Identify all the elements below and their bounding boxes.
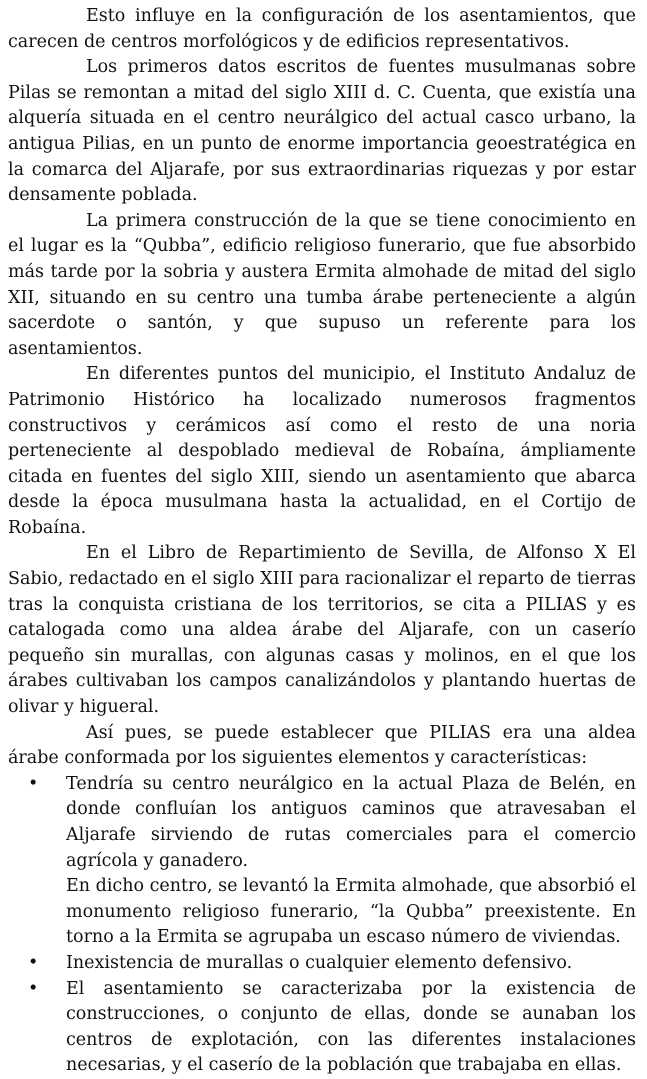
bullet-icon: • — [28, 952, 39, 973]
paragraph-patrimonio: En diferentes puntos del municipio, el Instituto Andaluz de Patrimonio Histórico ha localizado numerosos fragmentos constructivos y cerámicos así como el resto de una noria perteneciente al despoblado medieval de Robaína, ámpliamente citada en fuentes del siglo XIII, siendo un asentamiento que abarca desde la época musulmana hasta la actualidad, en el Cortijo de Robaína. — [8, 364, 636, 538]
bullet-icon: • — [28, 773, 39, 794]
characteristics-list — [8, 772, 636, 1079]
list-item — [8, 977, 636, 1079]
list-item — [8, 951, 636, 977]
paragraph-pilias: Así pues, se puede establecer que PILIAS era una aldea árabe conformada por los siguientes elementos y características: — [8, 722, 636, 769]
bullet-icon: • — [28, 978, 39, 999]
paragraph-intro: Esto influye en la configuración de los asentamientos, que carecen de centros morfológicos y de edificios representativos. — [8, 6, 636, 52]
list-item-extra: En dicho centro, se levantó la Ermita almohade, que absorbió el monumento religioso funerario, “la Qubba” preexistente. En torno a la Ermita se agrupaba un escaso número de viviendas. — [66, 876, 636, 948]
document-page — [8, 4, 636, 1079]
list-item-text: Tendría su centro neurálgico en la actual Plaza de Belén, en donde confluían los antiguos caminos que atravesaban el Aljarafe sirviendo de rutas comerciales para el comercio agrícola y ganadero. — [66, 773, 636, 871]
paragraph-qubba: La primera construcción de la que se tiene conocimiento en el lugar es la “Qubba”, edificio religioso funerario, que fue absorbido más tarde por la sobria y austera Ermita almohade de mitad del siglo XII, situando en su centro una tumba árabe perteneciente a algún sacerdote o santón, y que supuso un referente para los asentamientos. — [8, 210, 636, 359]
list-item-text: El asentamiento se caracterizaba por la existencia de construcciones, o conjunto de ellas, donde se aunaban los centros de explotación, con las diferentes instalaciones necesarias, y el caserío de la población que trabajaba en ellas. — [66, 978, 636, 1076]
list-item — [8, 772, 636, 951]
list-item-text: Inexistencia de murallas o cualquier elemento defensivo. — [66, 952, 573, 973]
paragraph-repartimiento: En el Libro de Repartimiento de Sevilla, de Alfonso X El Sabio, redactado en el siglo XIII para racionalizar el reparto de tierras tras la conquista cristiana de los territorios, se cita a PILIAS y es catalogada como una aldea árabe del Aljarafe, con un caserío pequeño sin murallas, con algunas casas y molinos, en el que los árabes cultivaban los campos canalizándolos y plantando huertas de olivar y higueral. — [8, 543, 636, 718]
paragraph-musulmanas: Los primeros datos escritos de fuentes musulmanas sobre Pilas se remontan a mitad del siglo XIII d. C. Cuenta, que existía una alquería situada en el centro neurálgico del actual casco urbano, la antigua Pilias, en un punto de enorme importancia geoestratégica en la comarca del Aljarafe, por sus extraordinarias riquezas y por estar densamente poblada. — [8, 57, 636, 206]
